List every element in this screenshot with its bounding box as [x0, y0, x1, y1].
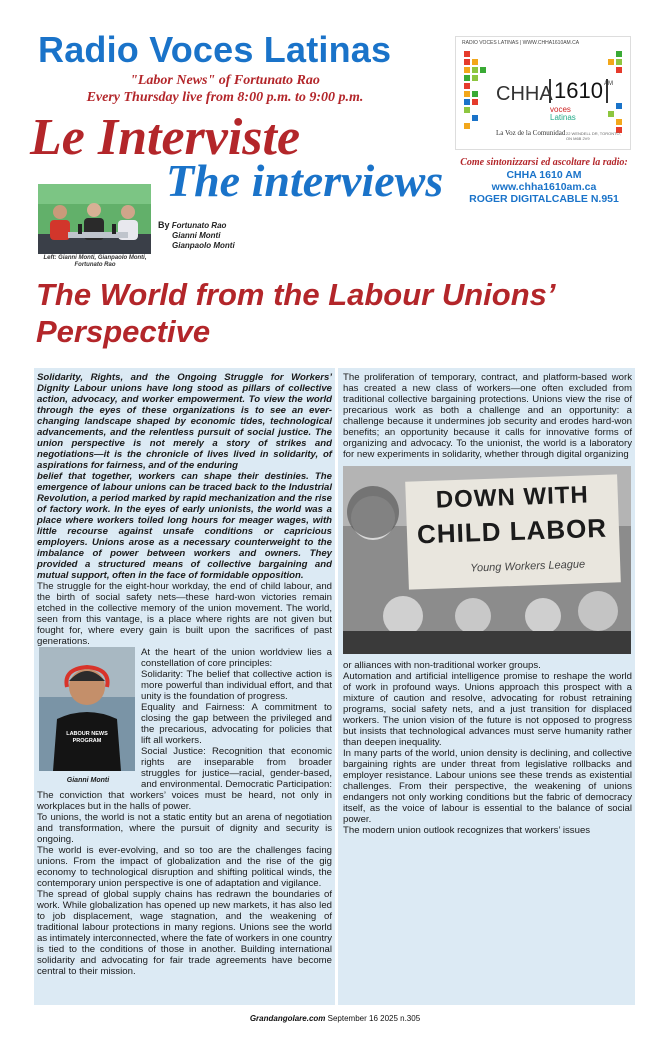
- logo-am: AM: [604, 81, 613, 87]
- logo-latinas: Latinas: [550, 113, 576, 122]
- inline-photo-image: [39, 647, 135, 771]
- article-paragraph: Equality and Fairness: A commitment to closing the gap between the privileged and the precarious, advocating for policies that lift all workers.: [141, 702, 332, 746]
- inline-photo-shirt-text: LABOUR NEWS PROGRAM: [66, 731, 108, 744]
- article-paragraph: The struggle for the eight-hour workday, the end of child labour, and the birth of social safety nets—these hard-won victories remain etched in the collective memory of the union movement. The world, seen from this vantage, is a place where rights are not given but fought for, where every gain is built upon the sacrifices of past generations.: [37, 581, 332, 647]
- tune-in-title: Come sintonizzarsi ed ascoltare la radio:: [460, 157, 628, 168]
- station-logo: [455, 36, 631, 150]
- studio-photo-caption: Left: Gianni Monti, Gianpaolo Monti, Fortunato Rao: [43, 255, 147, 268]
- article-paragraph: or alliances with non-traditional worker groups.: [343, 660, 541, 671]
- article-paragraph: Solidarity: The belief that collective action is more powerful than individual effort, and that unity is the foundation of progress.: [141, 669, 332, 702]
- inline-photo-caption: Gianni Monti: [66, 777, 110, 784]
- article-paragraph: The modern union outlook recognizes that workers’ issues: [343, 825, 591, 836]
- station-title: Radio Voces Latinas: [38, 29, 392, 70]
- inline-photo: [39, 647, 137, 787]
- show-subtitle: "Labor News" of Fortunato Rao: [130, 73, 320, 88]
- article-paragraph: At the heart of the union worldview lies a constellation of core principles:: [141, 647, 332, 669]
- page-footer: [0, 1014, 670, 1023]
- show-schedule: Every Thursday live from 8:00 p.m. to 9:00 p.m.: [86, 90, 364, 105]
- title-english: The interviews: [166, 155, 444, 206]
- byline-label: By: [158, 220, 170, 230]
- logo-address: 22 WENDELL DR, TORONTO, ON M6B 2V9: [566, 131, 621, 141]
- article-lead: Solidarity, Rights, and the Ongoing Struggle for Workers’ Dignity Labour unions have long stood as pillars of collective action, advocacy, and worker empowerment. To view the world through the eyes of these organizations is to see an ever-changing landscape shaped by economic tides, technological advancements, and the relentless pursuit of social justice. The union perspective is not merely a story of strikes and negotiations—it is the chronicle of lives lived in solidarity, of aspirations for fairness, and of the enduring: [37, 372, 332, 471]
- logo-frequency: 1610: [549, 79, 608, 103]
- footer-date: September 16 2025 n.305: [327, 1014, 421, 1023]
- tune-in-box: [456, 156, 632, 205]
- child-labor-photo: [343, 466, 631, 654]
- article-paragraph: In many parts of the world, union density is declining, and collective bargaining rights are under threat from legislative rollbacks and employer resistance. Labour unions see these trends as existential challenges. From their perspective, the weakening of unions endangers not only working conditions but the fabric of democracy itself, as the voice of labour is essential to the balance of social power.: [343, 748, 632, 825]
- logo-tagline: La Voz de la Comunidad: [496, 129, 566, 137]
- article-headline: The World from the Labour Unions’ Perspective: [36, 277, 555, 349]
- title-italian: Le Interviste: [30, 109, 301, 166]
- byline-author-1: Fortunato Rao: [171, 221, 227, 230]
- tune-in-cable: ROGER DIGITALCABLE N.951: [469, 193, 619, 205]
- article-paragraph: The world is ever-evolving, and so too are the challenges facing unions. From the impact of globalization and the rise of the gig economy to technological disruption and shifting political winds, the contemporary union perspective is one of adaptation and vigilance.: [37, 845, 332, 889]
- article-paragraph: To unions, the world is not a static entity but an arena of negotiation and transformation, where the pursuit of dignity and security is ongoing.: [37, 812, 332, 845]
- article-paragraph: Automation and artificial intelligence promise to reshape the world of work in profound ways. Unions approach this prospect with a mixture of caution and resolve, advocating for robust retraining programs, social safety nets, and a just transition for displaced workers. The union vision of the future is not opposed to progress but insists that technological advances must serve humanity rather than deepen inequality.: [343, 671, 632, 748]
- article-paragraph: Social Justice: Recognition that economic rights are inseparable from broader struggles for justice—racial, gender-based, and environmental. Democratic Participation: The conviction that workers’ voices must be heard, not only in workplaces but in the halls of power.: [37, 746, 332, 812]
- protest-sign-line-2: CHILD LABOR: [416, 512, 608, 550]
- byline: [158, 220, 235, 251]
- tune-in-frequency: CHHA 1610 AM: [506, 169, 582, 181]
- logo-voces: voces: [550, 105, 571, 114]
- protest-sign-line-3: Young Workers League: [470, 558, 586, 575]
- byline-author-2: Gianni Monti: [172, 231, 221, 240]
- tune-in-website[interactable]: www.chha1610am.ca: [491, 181, 597, 193]
- studio-photo: [38, 184, 151, 254]
- article-lead-continued: belief that together, workers can shape their destinies. The emergence of labour unions can be traced back to the Industrial Revolution, a period marked by rapid mechanization and the rise of factory work. In the eyes of early unionists, the world was a place where workers toiled long hours for meager wages, with little recourse against unsafe conditions or capricious employers. Unions arose as a necessary counterweight to the imbalance of power between workers and owners. They provided a structured means of collective bargaining and mutual support, often in the face of formidable opposition.: [37, 471, 332, 581]
- article-paragraph: The proliferation of temporary, contract, and platform-based work has created a new class of workers—one often excluded from traditional collective bargaining protections. Unions view the rise of precarious work as both a challenge and an opportunity: a challenge because it undermines job security and erodes hard-won benefits; an opportunity because it calls for innovative forms of organizing and advocacy. To the unionist, the world is a laboratory for new experiments in solidarity, whether through digital organizing: [343, 372, 632, 460]
- protest-sign: [405, 474, 621, 589]
- article-paragraph: The spread of global supply chains has redrawn the boundaries of work. While globalization has opened up new markets, it has also led to job displacement, wage stagnation, and the weakening of traditional labour protections in many regions. Unions see the world as intimately interconnected, where the fate of workers in one country is tied to the conditions of those in another. Building international solidarity and advocating for fair trade agreements have become central to their mission.: [37, 889, 332, 977]
- article-column-left: [34, 368, 335, 1005]
- studio-photo-drawing: [38, 184, 151, 254]
- byline-author-3: Gianpaolo Monti: [172, 241, 235, 250]
- protest-sign-line-1: DOWN WITH: [435, 481, 590, 514]
- inline-photo-drawing: [39, 647, 135, 771]
- logo-chha: CHHA: [496, 83, 553, 105]
- logo-top-line: RADIO VOCES LATINAS | WWW.CHHA1610AM.CA: [462, 40, 580, 46]
- article-column-right: [338, 368, 635, 1005]
- footer-site[interactable]: Grandangolare.com: [249, 1014, 326, 1023]
